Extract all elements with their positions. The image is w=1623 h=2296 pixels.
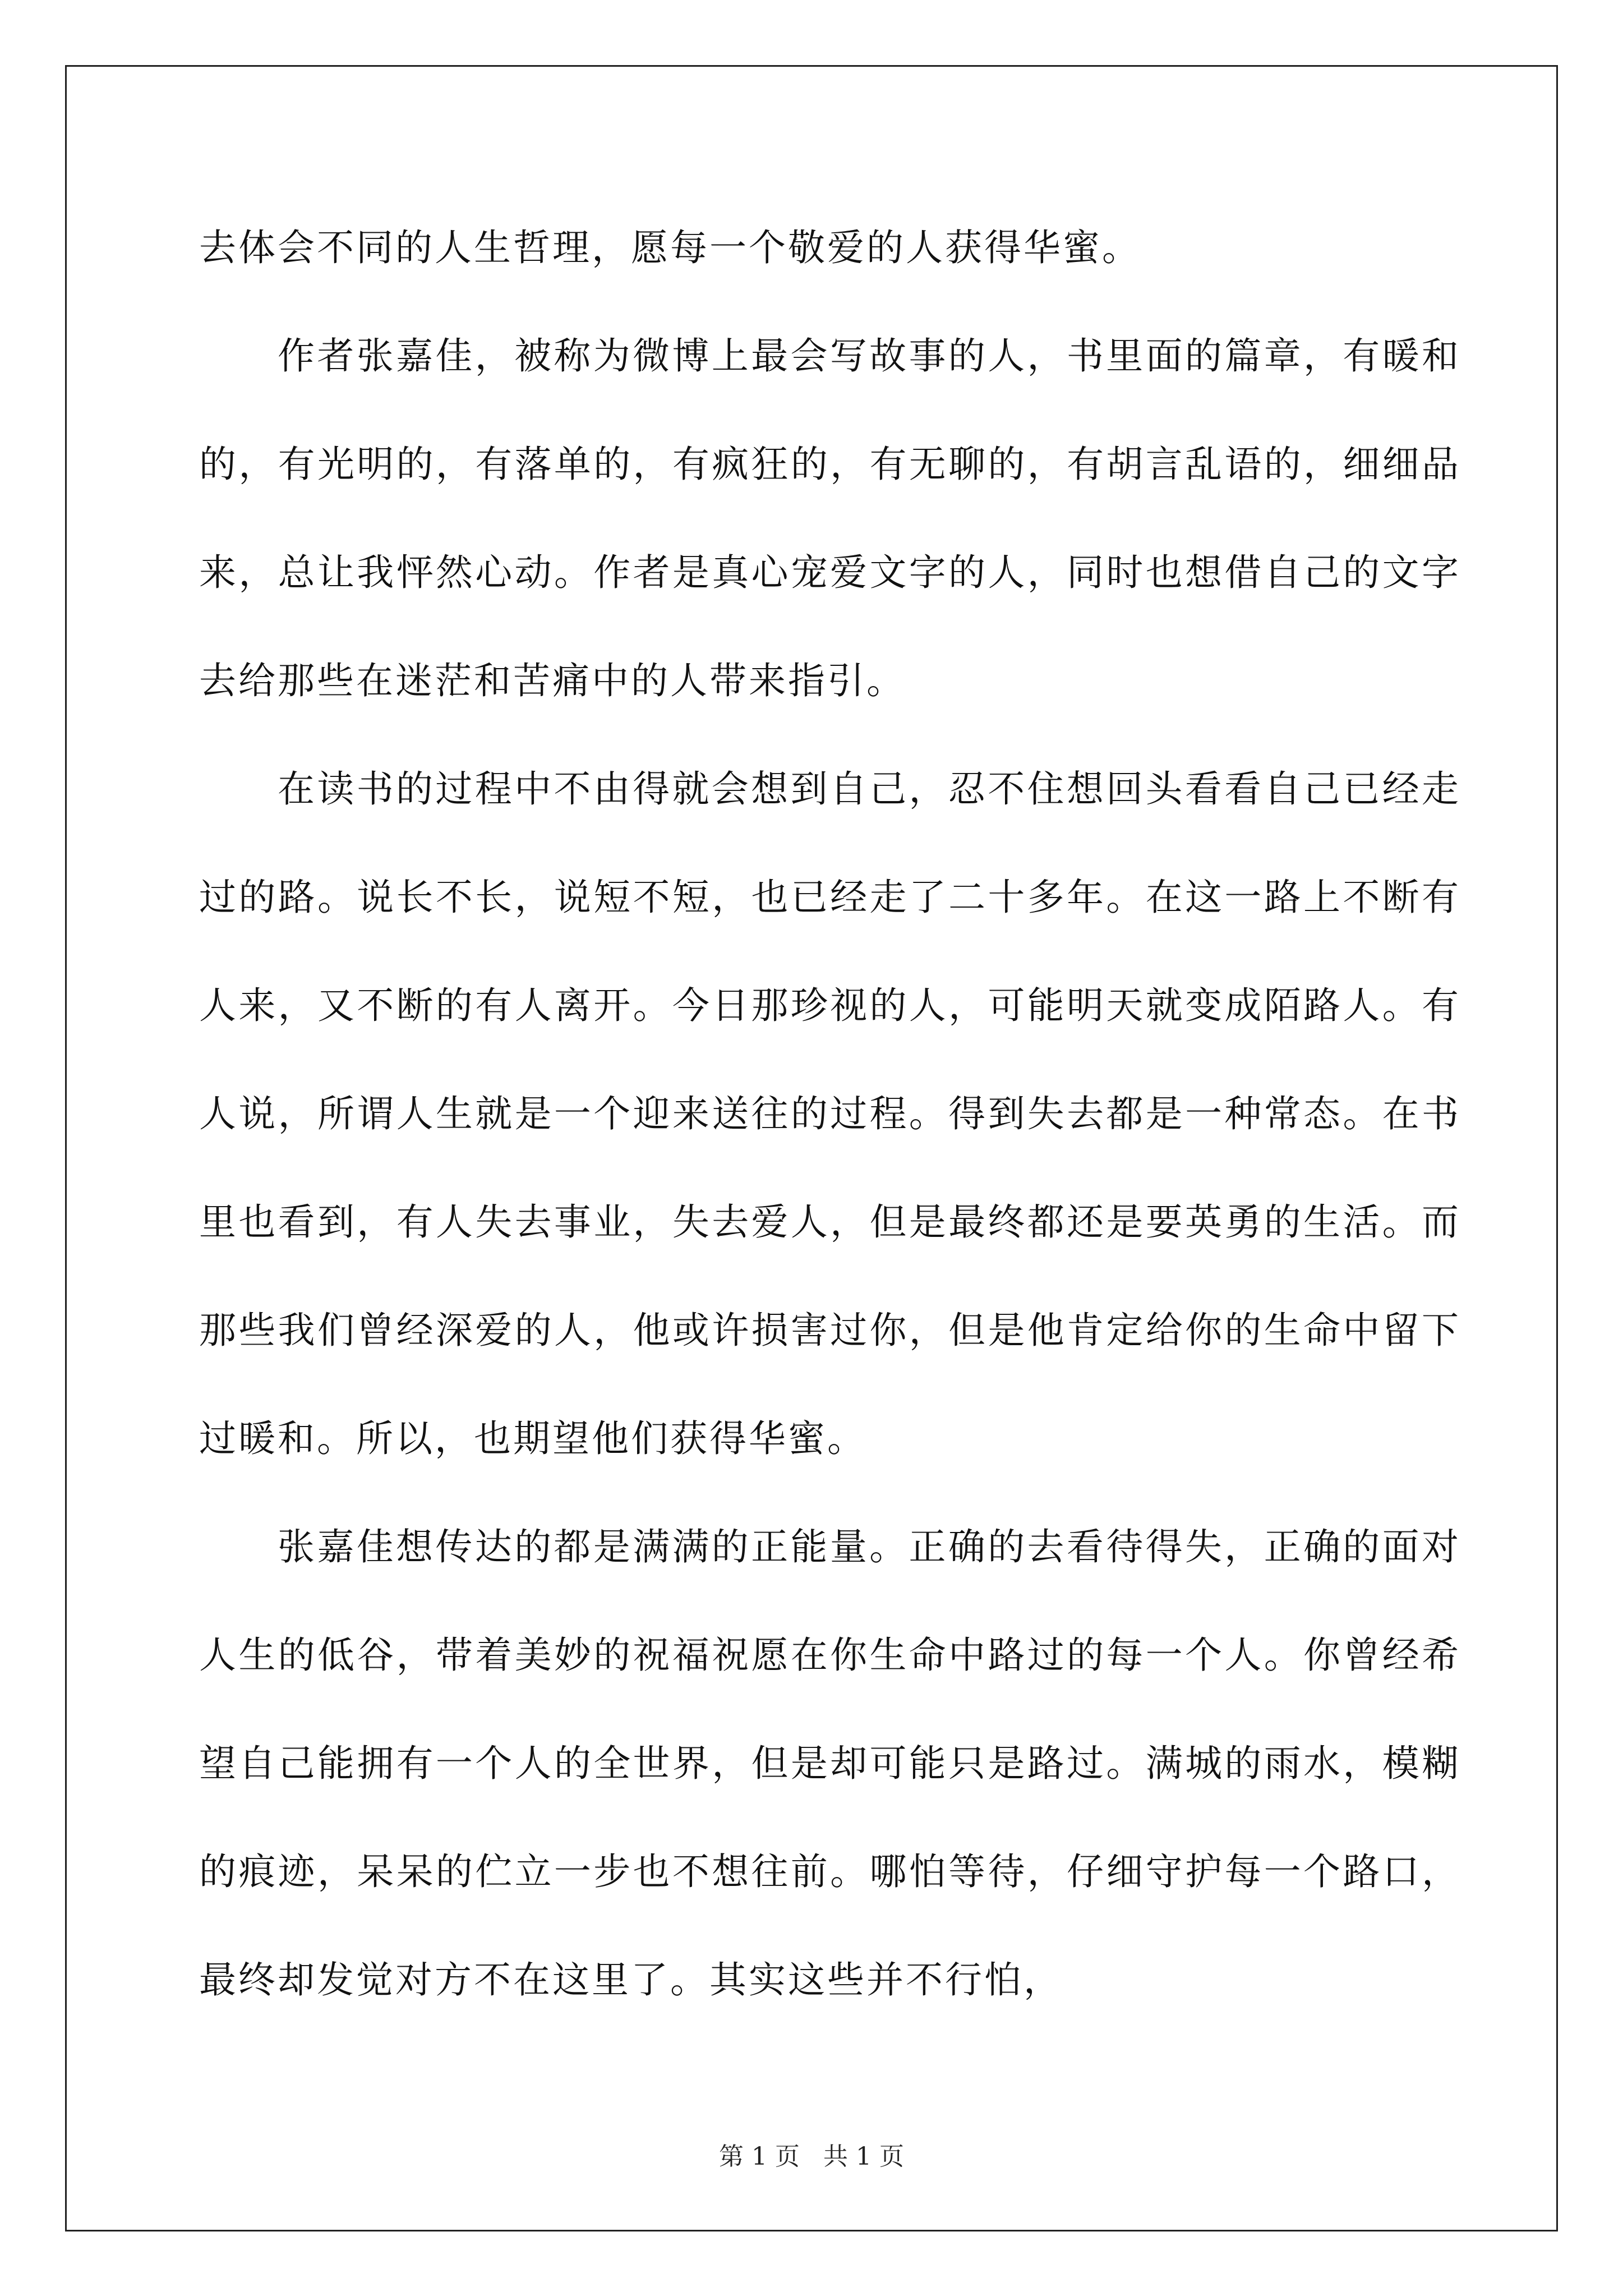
- page-number-footer: 第 1 页 共 1 页: [719, 2142, 904, 2171]
- paragraph-2: 作者张嘉佳，被称为微博上最会写故事的人，书里面的篇章，有暖和的，有光明的，有落单的，有疯狂的，有无聊的，有胡言乱语的，细细品来，总让我怦然心动。作者是真心宠爱文字的人，同时也想借自己的文字去给那些在迷茫和苦痛中的人带来指引。: [199, 334, 1461, 702]
- paragraph-4: 张嘉佳想传达的都是满满的正能量。正确的去看待得失，正确的面对人生的低谷，带着美妙的祝福祝愿在你生命中路过的每一个人。你曾经希望自己能拥有一个人的全世界，但是却可能只是路过。满城的雨水，模糊的痕迹，呆呆的伫立一步也不想往前。哪怕等待，仔细守护每一个路口，最终却发觉对方不在这里了。其实这些并不行怕，: [199, 1525, 1461, 2001]
- document-body: [199, 194, 1461, 2034]
- paragraph-1: 去体会不同的人生哲理，愿每一个敬爱的人获得华蜜。: [199, 226, 1141, 269]
- paragraph-3: 在读书的过程中不由得就会想到自己，忍不住想回头看看自己已经走过的路。说长不长，说短不短，也已经走了二十多年。在这一路上不断有人来，又不断的有人离开。今日那珍视的人，可能明天就变成陌路人。有人说，所谓人生就是一个迎来送往的过程。得到失去都是一种常态。在书里也看到，有人失去事业，失去爱人，但是最终都还是要英勇的生活。而那些我们曾经深爱的人，他或许损害过你，但是他肯定给你的生命中留下过暖和。所以，也期望他们获得华蜜。: [199, 767, 1461, 1460]
